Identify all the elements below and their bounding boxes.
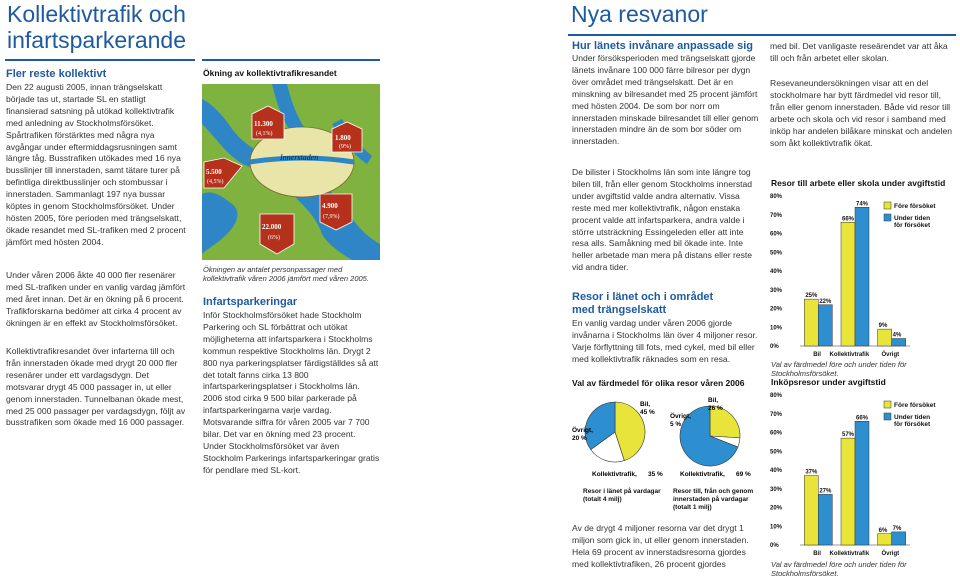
paragraph-left-1: Den 22 augusti 2005, innan trängselskatt började tas ut, startade SL en statligt finansierad satsning på utökad kollektivtrafik med anledning av Stockholmsförsöket. Spårtrafiken förstärktes med några nya avgångar under eftermiddagsrusningen samt längre tåg. Busstrafiken utökades med 16 nya busslinjer till innerstaden, samt tätare turer på befintliga direktbusslinjer och stombussar i innerstaden. Sammanlagt 197 nya bussar köptes in genom Stockholmsförsöket. Under hösten 2005, före perioden med trängselskatt, ökade resandet med SL-trafiken med 2 procent jämfört med hösten 2004. (6, 82, 186, 247)
paragraph-col2-2: Resevaneundersökningen visar att en del stockholmare har bytt färdmedel vid resor till, från eller genom innerstaden. Både vid resor till arbete och skola och vid resor i samband med inköp har andelen bilåkare minskat och andelen som åkt kollektivtrafik ökat. (770, 78, 953, 148)
bar2-datalabel: 37% (805, 469, 818, 476)
bar1-datalabel: 25% (805, 293, 818, 300)
bar2-title: Inköpsresor under avgiftstid (771, 377, 886, 387)
pie1-label-ovrigt: Övrigt, (572, 427, 593, 434)
bar2-ytick: 60% (770, 430, 783, 437)
section-title-hur-lanets: Hur länets invånare anpassade sig (572, 40, 753, 52)
bar1-category-label: Övrigt (881, 352, 900, 358)
map-arrow-north-pct: (4,1%) (256, 131, 273, 137)
bar2-bar-2-1 (892, 532, 906, 545)
bar2-ytick: 70% (770, 411, 783, 418)
map-arrow-south-pct: (6%) (268, 235, 280, 241)
bar2-bar-0-1 (818, 494, 832, 545)
pie1-label-bil: Bil, (640, 401, 651, 408)
bar1-ytick: 30% (770, 287, 783, 294)
bar2-ytick: 50% (770, 449, 783, 456)
map-arrow-northeast-pct: (9%) (339, 144, 351, 150)
section-title-infartsparkeringar: Infartsparkeringar (203, 296, 298, 308)
bar1-legend-label-cont: för försöket (894, 222, 931, 229)
pie2-caption: Resor till, från och genom innerstaden på vardagar (totalt 1 milj) (673, 488, 754, 511)
bar2-legend-label-cont: för försöket (894, 421, 931, 428)
title-rule-left (5, 59, 195, 61)
bar1-ytick: 50% (770, 250, 783, 257)
bar2-ytick: 0% (770, 543, 779, 549)
bar2-bar-0-0 (804, 476, 818, 545)
map-figure (202, 84, 380, 260)
bar2-legend-label: Före försöket (894, 402, 936, 409)
bar1-category-label: Bil (813, 352, 821, 358)
title-rule-right (568, 34, 956, 36)
pie-chart-lan (585, 402, 645, 462)
bar1-ytick: 20% (770, 306, 783, 313)
bar1-datalabel: 22% (819, 298, 832, 305)
pie1-value-bil: 45 % (640, 409, 655, 416)
bar2-bar-1-0 (841, 438, 855, 545)
bar-chart-arbete (770, 190, 960, 360)
map-center-label: Innerstaden (280, 153, 319, 162)
bar1-ytick: 10% (770, 325, 783, 332)
paragraph-left-3: Kollektivtrafikresandet över infarterna till och från innerstaden ökade med drygt 20 000 fler resenärer under ett vardagsdygn. Det motsvarar drygt 45 000 passager in, ut eller genom innerstaden. Tunnelbanan ökade mest, med 25 000 passager per vardagsdygn, följt av busstrafiken som ökade med 16 000 passager. (6, 346, 186, 428)
pie2-value-ovrigt: 5 % (670, 421, 682, 428)
map-arrow-west-value: 5.500 (206, 168, 222, 176)
bar2-datalabel: 7% (892, 525, 902, 532)
bar2-category-label: Kollektivtrafik (829, 551, 870, 557)
bar1-bar-0-0 (804, 299, 818, 346)
paragraph-col2-1: med bil. Det vanligaste reseärendet var att åka till och från arbetet eller skolan. (770, 41, 948, 63)
section-title-fler-reste: Fler reste kollektivt (6, 68, 107, 80)
bar1-bar-1-0 (841, 222, 855, 346)
bar2-bar-2-0 (878, 534, 892, 545)
bar1-ytick: 80% (770, 194, 783, 200)
pie2-value-kollektiv: 69 % (736, 471, 751, 478)
bar1-ytick: 40% (770, 269, 783, 275)
bar1-ytick: 0% (770, 344, 779, 350)
bar1-bar-2-1 (892, 339, 906, 347)
bar2-ytick: 40% (770, 468, 783, 474)
bar1-bar-2-0 (878, 329, 892, 346)
bar2-category-label: Bil (813, 551, 821, 557)
paragraph-middle: Inför Stockholmsförsöket hade Stockholm Parkering och SL förbättrat och utökat möjligheterna att infartsparkera i Stockholms kommun respektive Stockholms län. Drygt 2 800 nya parkeringsplatser färdigställdes så att det totalt fanns cirka 13 800 infartsparkeringsplatser i Stockholms län. 2006 stod cirka 9 500 bilar parkerade på infartsparkeringarna varje vardag. Motsvarande siffra för våren 2005 var 7 700 bilar. Det var en ökning med 23 procent. Under Stockholmsförsöket var även Stockholm Parkerings infartsparkeringar gratis för pendlare med SL-kort. (203, 310, 380, 475)
map-title: Ökning av kollektivtrafikresandet (203, 68, 337, 78)
bar1-caption: Val av färdmedel före och under tiden för Stockholmsförsöket. (771, 360, 907, 378)
map-arrow-south-value: 22.000 (262, 223, 282, 231)
bar1-datalabel: 9% (878, 323, 888, 330)
pie2-label-kollektiv: Kollektivtrafik, (680, 471, 725, 478)
paragraph-right-2: De bilister i Stockholms län som inte längre tog bilen till, från eller genom Stockholms innerstad under avgiftstid valde andra alternativ. Vissa reste med mer kollektivtrafik, någon enstaka procent valde att infartsparkera, andra valde i större utsträckning Essingeleden eller att inte resa alls. Samåkning med bil ökade inte. Inte heller arbetade man mera på distans eller reste vid andra tider. (572, 167, 753, 273)
map-arrow-southeast-value: 4.900 (322, 202, 338, 210)
bar2-category-label: Övrigt (881, 551, 900, 557)
bar1-datalabel: 66% (842, 216, 855, 223)
bar1-ytick: 70% (770, 212, 783, 219)
bar1-datalabel: 4% (892, 332, 902, 339)
bar1-legend-swatch (884, 214, 891, 221)
bar2-legend-swatch (884, 401, 891, 408)
bar2-ytick: 10% (770, 524, 783, 531)
bar1-legend-swatch (884, 202, 891, 209)
pie2-label-bil: Bil, (708, 397, 719, 404)
map-arrow-west-pct: (4,5%) (207, 179, 224, 185)
bar2-legend-label: Under tiden (894, 414, 931, 421)
pie1-value-kollektiv: 35 % (648, 471, 663, 478)
bar1-ytick: 60% (770, 231, 783, 238)
bar2-ytick: 30% (770, 486, 783, 493)
bar2-datalabel: 57% (842, 432, 855, 439)
bar1-category-label: Kollektivtrafik (829, 352, 870, 358)
bar-chart-inkop (770, 389, 960, 559)
map-arrow-northeast-value: 1.800 (335, 134, 351, 142)
section-title-resor-line1: Resor i länet och i området (572, 291, 714, 303)
bar1-legend-label: Före försöket (894, 203, 936, 210)
paragraph-right-1: Under försöksperioden med trängselskatt gjorde länets invånare 100 000 färre bilresor per dygn över området med trängselskatt. Det är en minskning av bilresandet med 25 procent jämfört med hösten 2004. De som bor norr om innerstaden minskade bilresandet till eller genom innerstaden mindre än de som bor söder om innerstaden. (572, 53, 759, 147)
bar2-bar-1-1 (855, 421, 869, 545)
title-rule-middle (202, 59, 380, 61)
bar2-datalabel: 6% (878, 527, 888, 534)
section-title-resor-line2: med trängselskatt (572, 304, 667, 316)
pie1-label-kollektiv: Kollektivtrafik, (592, 471, 637, 478)
pie-chart-title: Val av färdmedel för olika resor våren 2006 (572, 378, 745, 388)
page-title-right: Nya resvanor (571, 1, 708, 27)
page-title-line1: Kollektivtrafik och (7, 1, 186, 27)
map-arrow-southeast (320, 194, 352, 230)
pie1-caption: Resor i länet på vardagar (totalt 4 milj) (583, 488, 661, 503)
paragraph-right-4: Av de drygt 4 miljoner resorna var det drygt 1 miljon som gick in, ut eller genom innerstaden. Hela 69 procent av innerstadsresorna gjordes med kollektivtrafiken, 26 procent gjordes (572, 523, 749, 569)
map-arrow-north-value: 11.300 (254, 120, 273, 128)
pie2-label-ovrigt: Övrigt, (670, 413, 691, 420)
bar1-legend-label: Under tiden (894, 215, 931, 222)
bar2-ytick: 80% (770, 393, 783, 399)
bar2-ytick: 20% (770, 505, 783, 512)
map-caption: Ökningen av antalet personpassager med kollektivtrafik våren 2006 jämfört med våren 2005. (203, 265, 369, 283)
pie2-value-bil: 26 % (708, 405, 723, 412)
bar2-datalabel: 66% (856, 415, 869, 422)
paragraph-right-3: En vanlig vardag under våren 2006 gjorde invånarna i Stockholms län över 4 miljoner resor. Varje förflyttning till fots, med cykel, med bil eller med kollektivtrafik räknades som en resa. (572, 318, 758, 364)
bar2-legend-swatch (884, 413, 891, 420)
bar1-title: Resor till arbete eller skola under avgiftstid (771, 178, 946, 188)
paragraph-left-2: Under våren 2006 åkte 40 000 fler resenärer med SL-trafiken under en vanlig vardag jämfört med året innan. Det är en ökning på 6 procent. Trafikforskarna bedömer att cirka 4 procent av ökningen är en effekt av Stockholmsförsöket. (6, 270, 186, 328)
bar1-bar-1-1 (855, 207, 869, 346)
pie1-value-ovrigt: 20 % (572, 435, 587, 442)
bar2-datalabel: 27% (819, 488, 832, 495)
bar1-bar-0-1 (818, 305, 832, 346)
bar2-caption: Val av färdmedel före och under tiden för Stockholmsförsöket. (771, 560, 907, 578)
pie-charts (570, 390, 760, 485)
bar1-datalabel: 74% (856, 201, 869, 208)
page-title-line2: infartsparkerande (7, 27, 186, 53)
map-arrow-southeast-pct: (7,9%) (323, 214, 340, 220)
map-arrow-northeast (332, 122, 362, 152)
